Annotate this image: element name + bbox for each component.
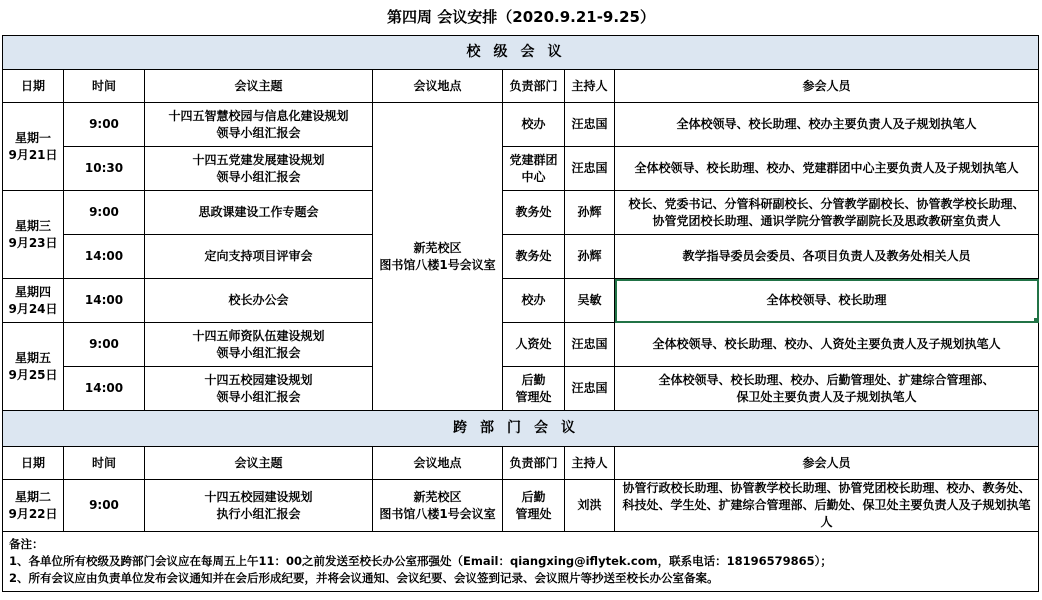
- section-title-school[interactable]: 校级会议: [3, 36, 1039, 70]
- notes-cell-line: 2、所有会议应由负责单位发布会议通知并在会后形成纪要，并将会议通知、会议纪要、会议签到记录、会议照片等抄送至校长办公室备案。: [9, 571, 719, 585]
- location-cell-line: 新芜校区: [413, 240, 462, 255]
- column-header[interactable]: 会议地点: [373, 447, 503, 480]
- location-cell-line: 新芜校区: [413, 489, 462, 504]
- topic-cell[interactable]: [145, 235, 373, 279]
- column-header[interactable]: 时间: [64, 70, 145, 103]
- header-row-school: [3, 70, 1039, 103]
- topic-cell-line: 十四五智慧校园与信息化建设规划: [168, 108, 349, 123]
- header-row-cross: [3, 447, 1039, 480]
- attendees-cell[interactable]: [615, 191, 1039, 235]
- dept-cell-line: 教务处: [515, 249, 552, 263]
- date-cell-line: 9月23日: [8, 235, 58, 250]
- attendees-cell[interactable]: [615, 147, 1039, 191]
- date-cell-line: 星期五: [14, 350, 51, 365]
- dept-cell-line: 后勤: [521, 372, 546, 387]
- host-cell[interactable]: 汪忠国: [565, 367, 615, 411]
- location-cell-line: 图书馆八楼1号会议室: [379, 506, 496, 521]
- date-cell[interactable]: [3, 279, 64, 323]
- table-row: [3, 235, 1039, 279]
- attendees-cell-line: 全体校领导、校长助理、校办、人资处主要负责人及子规划执笔人: [652, 337, 1001, 351]
- topic-cell-line: 十四五党建发展建设规划: [192, 152, 325, 167]
- topic-cell-line: 思政课建设工作专题会: [198, 205, 319, 219]
- topic-cell-line: 领导小组汇报会: [216, 169, 301, 184]
- host-cell[interactable]: 汪忠国: [565, 323, 615, 367]
- dept-cell[interactable]: [503, 191, 565, 235]
- attendees-cell-line: 全体校领导、校长助理、校办、后勤管理处、扩建综合管理部、: [658, 372, 995, 387]
- column-header[interactable]: 日期: [3, 447, 64, 480]
- topic-cell-line: 十四五校园建设规划: [204, 372, 313, 387]
- topic-cell[interactable]: [145, 103, 373, 147]
- section-row-cross: [3, 411, 1039, 447]
- topic-cell-line: 领导小组汇报会: [216, 345, 301, 360]
- table-row: [3, 103, 1039, 147]
- time-cell[interactable]: 14:00: [64, 367, 145, 411]
- time-cell[interactable]: 9:00: [64, 480, 145, 532]
- attendees-cell-line: 协管党团校长助理、通识学院分管教学副院长及思政教研室负责人: [652, 213, 1001, 228]
- host-cell[interactable]: 汪忠国: [565, 147, 615, 191]
- host-cell[interactable]: 刘洪: [565, 480, 615, 532]
- dept-cell-line: 管理处: [515, 506, 552, 521]
- page-title: 第四周 会议安排（2020.9.21-9.25）: [387, 8, 655, 26]
- table-row: [3, 480, 1039, 532]
- section-row-school: [3, 36, 1039, 70]
- location-cell-line: 图书馆八楼1号会议室: [379, 257, 496, 272]
- attendees-cell-line: 校长、党委书记、分管科研副校长、分管教学副校长、协管教学校长助理、: [628, 196, 1025, 211]
- date-cell-line: 星期四: [14, 284, 51, 299]
- dept-cell[interactable]: [503, 147, 565, 191]
- topic-cell-line: 定向支持项目评审会: [204, 249, 313, 263]
- table-row: [3, 367, 1039, 411]
- date-cell-line: 9月25日: [8, 367, 58, 382]
- dept-cell-line: 管理处: [515, 389, 552, 404]
- host-cell[interactable]: 孙辉: [565, 191, 615, 235]
- notes-cell-line: 备注：: [9, 537, 44, 551]
- dept-cell-line: 校办: [521, 293, 546, 307]
- column-header[interactable]: 参会人员: [615, 447, 1039, 480]
- topic-cell-line: 领导小组汇报会: [216, 125, 301, 140]
- attendees-cell-line: 全体校领导、校长助理、校办主要负责人及子规划执笔人: [676, 117, 977, 131]
- attendees-cell-line: 教学指导委员会委员、各项目负责人及教务处相关人员: [682, 249, 971, 263]
- dept-cell-line: 党建群团: [509, 152, 558, 167]
- column-header[interactable]: 负责部门: [503, 447, 565, 480]
- column-header[interactable]: 会议主题: [145, 447, 373, 480]
- attendees-cell-line: 全体校领导、校长助理: [766, 293, 887, 307]
- topic-cell-line: 执行小组汇报会: [216, 506, 301, 521]
- attendees-cell-line: 保卫处主要负责人及子规划执笔人: [736, 389, 917, 404]
- dept-cell-line: 校办: [521, 117, 546, 131]
- attendees-cell-line: 协管行政校长助理、协管教学校长助理、协管党团校长助理、校办、教务处、: [622, 481, 1031, 495]
- attendees-cell[interactable]: [615, 103, 1039, 147]
- dept-cell[interactable]: [503, 480, 565, 532]
- table-row: [3, 147, 1039, 191]
- notes-cell[interactable]: [3, 532, 1039, 592]
- attendees-cell[interactable]: [615, 235, 1039, 279]
- topic-cell[interactable]: [145, 147, 373, 191]
- column-header[interactable]: 日期: [3, 70, 64, 103]
- dept-cell-line: 教务处: [515, 205, 552, 219]
- dept-cell-line: 中心: [521, 169, 546, 184]
- time-cell[interactable]: 9:00: [64, 323, 145, 367]
- attendees-cell[interactable]: [615, 480, 1039, 532]
- host-cell[interactable]: 吴敏: [565, 279, 615, 323]
- date-cell-line: 星期三: [14, 218, 51, 233]
- attendees-cell[interactable]: [615, 323, 1039, 367]
- dept-cell[interactable]: [503, 103, 565, 147]
- topic-cell-line: 十四五师资队伍建设规划: [192, 328, 325, 343]
- attendees-cell[interactable]: [615, 279, 1039, 323]
- attendees-cell[interactable]: [615, 367, 1039, 411]
- host-cell[interactable]: 汪忠国: [565, 103, 615, 147]
- dept-cell[interactable]: [503, 235, 565, 279]
- date-cell-line: 9月21日: [8, 147, 58, 162]
- attendees-cell-line: 全体校领导、校长助理、校办、党建群团中心主要负责人及子规划执笔人: [634, 161, 1019, 175]
- column-header[interactable]: 会议主题: [145, 70, 373, 103]
- fill-handle[interactable]: [1034, 318, 1039, 323]
- date-cell-line: 9月22日: [8, 506, 58, 521]
- table-row: [3, 279, 1039, 323]
- notes-row: [3, 532, 1039, 592]
- column-header[interactable]: 会议地点: [373, 70, 503, 103]
- date-cell-line: 星期一: [14, 130, 51, 145]
- dept-cell[interactable]: [503, 323, 565, 367]
- topic-cell-line: 领导小组汇报会: [216, 389, 301, 404]
- meeting-schedule-table: [2, 35, 1039, 592]
- date-cell[interactable]: [3, 191, 64, 279]
- location-cell[interactable]: [373, 103, 503, 411]
- column-header[interactable]: 主持人: [565, 447, 615, 480]
- topic-cell[interactable]: [145, 480, 373, 532]
- dept-cell[interactable]: [503, 367, 565, 411]
- column-header[interactable]: 时间: [64, 447, 145, 480]
- attendees-cell-line: 科技处、学生处、扩建综合管理部、后勤处、保卫处主要负责人及子规划执笔人: [622, 498, 1031, 529]
- topic-cell-line: 十四五校园建设规划: [204, 489, 313, 504]
- time-cell[interactable]: 14:00: [64, 279, 145, 323]
- date-cell-line: 星期二: [14, 489, 51, 504]
- date-cell-line: 9月24日: [8, 301, 58, 316]
- topic-cell[interactable]: [145, 191, 373, 235]
- date-cell[interactable]: [3, 323, 64, 411]
- topic-cell[interactable]: [145, 323, 373, 367]
- date-cell[interactable]: [3, 480, 64, 532]
- time-cell[interactable]: 10:30: [64, 147, 145, 191]
- time-cell[interactable]: 9:00: [64, 191, 145, 235]
- topic-cell-line: 校长办公会: [228, 293, 289, 307]
- column-header[interactable]: 主持人: [565, 70, 615, 103]
- date-cell[interactable]: [3, 103, 64, 191]
- dept-cell[interactable]: [503, 279, 565, 323]
- location-cell[interactable]: [373, 480, 503, 532]
- host-cell[interactable]: 孙辉: [565, 235, 615, 279]
- table-row: [3, 191, 1039, 235]
- topic-cell[interactable]: [145, 279, 373, 323]
- time-cell[interactable]: 9:00: [64, 103, 145, 147]
- time-cell[interactable]: 14:00: [64, 235, 145, 279]
- section-title-cross[interactable]: 跨部门会议: [3, 411, 1039, 447]
- dept-cell-line: 后勤: [521, 489, 546, 504]
- column-header[interactable]: 负责部门: [503, 70, 565, 103]
- topic-cell[interactable]: [145, 367, 373, 411]
- column-header[interactable]: 参会人员: [615, 70, 1039, 103]
- notes-cell-line: 1、各单位所有校级及跨部门会议应在每周五上午11：00之前发送至校长办公室邢强处（Email：qiangxing@iflytek.com，联系电话：18196579865）；: [9, 554, 832, 568]
- table-row: [3, 323, 1039, 367]
- dept-cell-line: 人资处: [515, 337, 552, 351]
